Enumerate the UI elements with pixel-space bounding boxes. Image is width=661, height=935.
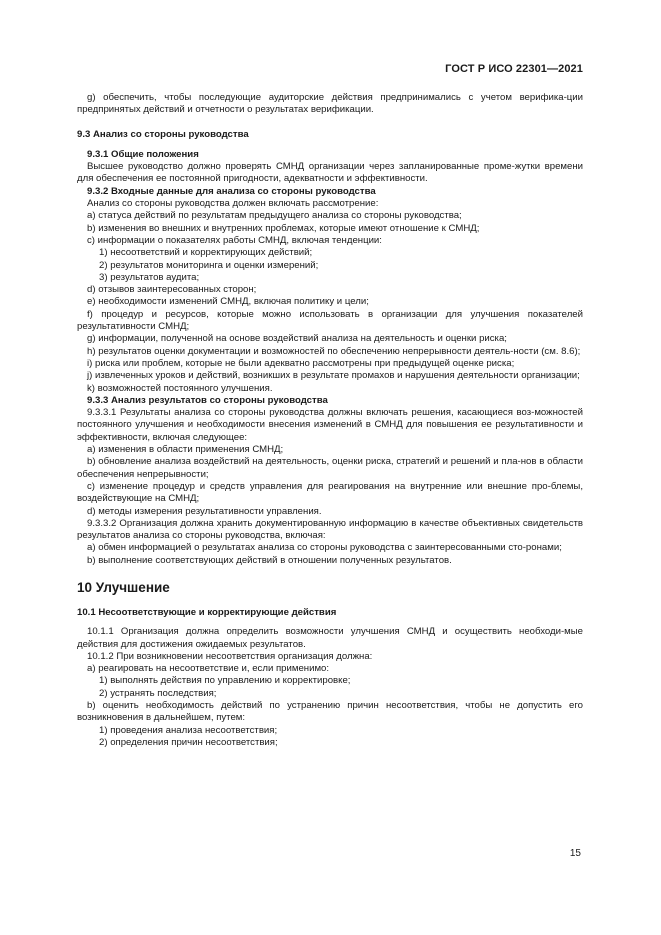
list-item: b) обновление анализа воздействий на деятельность, оценки риска, стратегий и решений и пла-нов в области обеспечения непрерывности; [77,456,583,480]
chapter-heading-10: 10 Улучшение [77,579,170,595]
list-item: a) статуса действий по результатам предыдущего анализа со стороны руководства; [87,210,462,222]
list-item: d) методы измерения результативности управления. [87,505,322,517]
list-item: b) изменения во внешних и внутренних проблемах, которые имеют отношение к СМНД; [87,222,480,234]
paragraph-9-3-2-intro: Анализ со стороны руководства должен включать рассмотрение: [87,198,379,210]
list-item: b) оценить необходимость действий по устранению причин несоответствия, чтобы не допустить его возникновения в дальнейшем, путем: [77,700,583,724]
sub-list-item: 1) несоответствий и корректирующих действий; [99,247,313,259]
sub-list-item: 1) выполнять действия по управлению и корректировке; [99,675,351,687]
section-heading-9-3: 9.3 Анализ со стороны руководства [77,128,249,140]
section-heading-9-3-3: 9.3.3 Анализ результатов со стороны руководства [87,394,328,406]
list-item: a) реагировать на несоответствие и, если применимо: [87,663,330,675]
sub-list-item: 2) устранять последствия; [99,687,217,699]
paragraph-9-3-1: Высшее руководство должно проверять СМНД организации через запланированные проме-жутки времени для обеспечения ее постоянной пригодности, адекватности и эффективности. [77,161,583,185]
list-item: c) информации о показателях работы СМНД, включая тенденции: [87,234,382,246]
section-heading-9-3-2: 9.3.2 Входные данные для анализа со стороны руководства [87,185,376,197]
list-item: h) результатов оценки документации и возможностей по обеспечению непрерывности деятель-ности (см. 8.6); [87,345,581,357]
paragraph-10-1-1: 10.1.1 Организация должна определить возможности улучшения СМНД и осуществить необходи-мые действия для достижения ожидаемых результатов. [77,626,583,650]
list-item: b) выполнение соответствующих действий в отношении полученных результатов. [87,554,452,566]
list-item: g) информации, полученной на основе воздействий анализа на деятельность и оценки риска; [87,333,507,345]
paragraph-9-3-3-1: 9.3.3.1 Результаты анализа со стороны руководства должны включать решения, касающиеся воз-можностей постоянного улучшения и необходимости внесения изменений в СМНД для повышения ее результативности и эффективности, включая следующее: [77,407,583,443]
paragraph-g-continued: g) обеспечить, чтобы последующие аудиторские действия предпринимались с учетом верифика-ции предпринятых действий и отчетности о результатах верификации. [77,92,583,116]
sub-list-item: 2) определения причин несоответствия; [99,736,278,748]
list-item: a) изменения в области применения СМНД; [87,444,284,456]
document-header: ГОСТ Р ИСО 22301—2021 [445,63,583,75]
document-body [77,92,583,749]
list-item: i) риска или проблем, которые не были адекватно рассмотрены при предыдущей оценке риска; [87,357,515,369]
page-number: 15 [569,848,581,859]
list-item: f) процедур и ресурсов, которые можно использовать в организации для улучшения показателей результативности СМНД; [77,308,583,333]
paragraph-9-3-3-2: 9.3.3.2 Организация должна хранить документированную информацию в качестве объективных свидетельств результатов анализа со стороны руководства, включая: [77,517,583,542]
section-heading-9-3-1: 9.3.1 Общие положения [87,148,199,160]
section-heading-10-1: 10.1 Несоответствующие и корректирующие действия [77,606,337,618]
sub-list-item: 1) проведения анализа несоответствия; [99,724,278,736]
sub-list-item: 3) результатов аудита; [99,271,200,283]
list-item: j) извлеченных уроков и действий, возникших в результате промахов и нарушения деятельности организации; [87,370,580,382]
list-item: e) необходимости изменений СМНД, включая политику и цели; [87,296,369,308]
list-item: d) отзывов заинтересованных сторон; [87,284,257,296]
list-item: k) возможностей постоянного улучшения. [87,382,273,394]
paragraph-10-1-2: 10.1.2 При возникновении несоответствия организация должна: [87,650,373,662]
list-item: a) обмен информацией о результатах анализа со стороны руководства с заинтересованными сто-ронами; [87,542,562,554]
list-item: c) изменение процедур и средств управления для реагирования на внутренние или внешние про-блемы, воздействующие на СМНД; [77,480,583,505]
sub-list-item: 2) результатов мониторинга и оценки измерений; [99,259,319,271]
